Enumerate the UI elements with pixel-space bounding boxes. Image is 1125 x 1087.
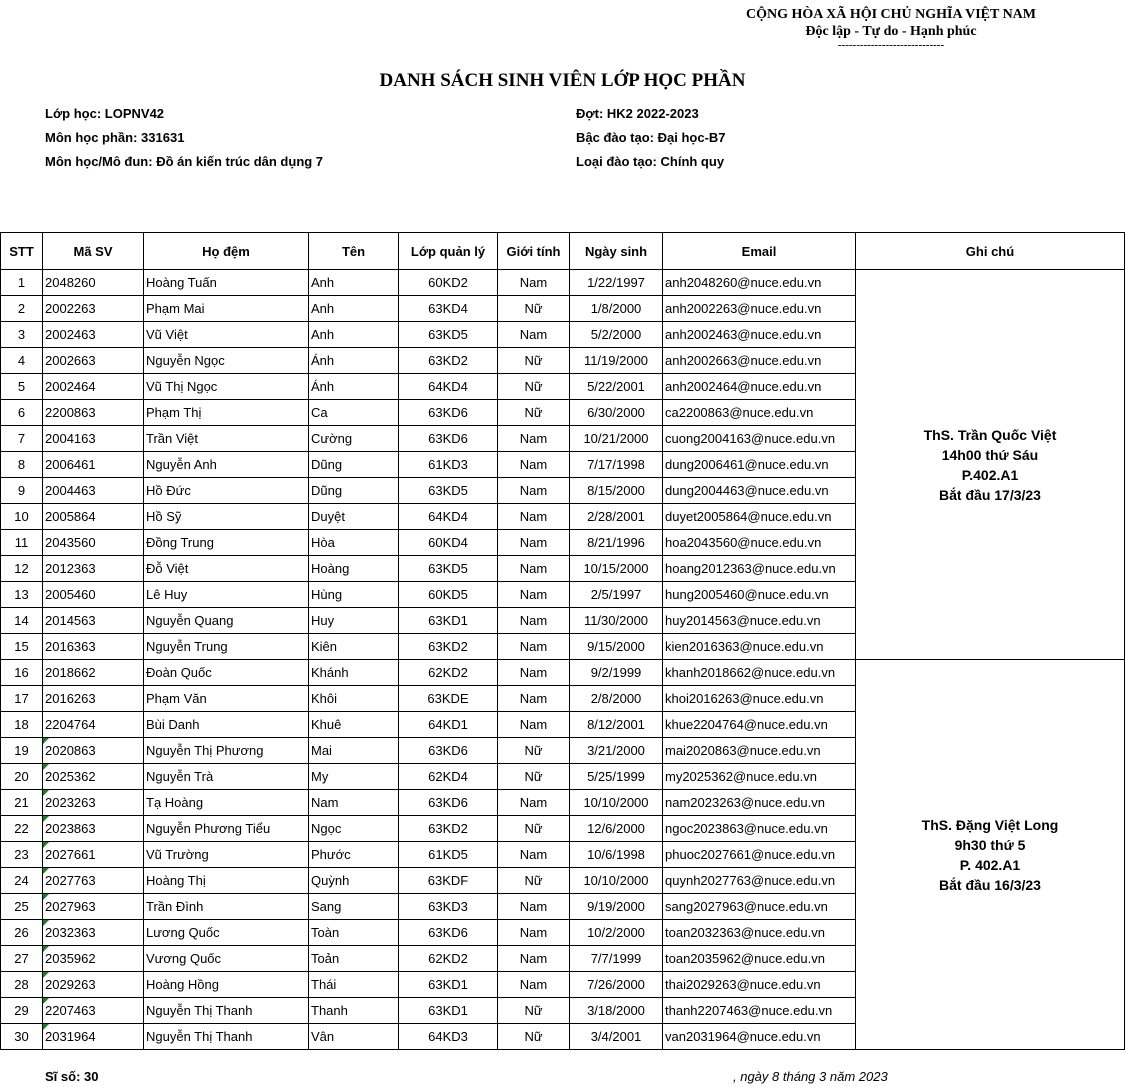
cell-ma-sv: 2005864 <box>43 504 144 530</box>
col-header-ngay-sinh: Ngày sinh <box>570 233 663 270</box>
cell-ho-dem: Hoàng Hồng <box>144 972 309 998</box>
cell-stt: 18 <box>1 712 43 738</box>
cell-ghi-chu-group-1 <box>856 270 1125 660</box>
footer-date: , ngày 8 tháng 3 năm 2023 <box>733 1069 888 1084</box>
cell-ten: Nam <box>309 790 399 816</box>
cell-ho-dem: Lê Huy <box>144 582 309 608</box>
cell-email: anh2002464@nuce.edu.vn <box>663 374 856 400</box>
cell-stt: 13 <box>1 582 43 608</box>
note-line: Bắt đầu 17/3/23 <box>939 486 1041 503</box>
cell-ma-sv: 2014563 <box>43 608 144 634</box>
cell-lop-quan-ly: 63KD1 <box>399 972 498 998</box>
cell-ngay-sinh: 3/21/2000 <box>570 738 663 764</box>
cell-ten: Khuê <box>309 712 399 738</box>
nation-name: CỘNG HÒA XÃ HỘI CHỦ NGHĨA VIỆT NAM <box>745 7 1036 22</box>
cell-email: ngoc2023863@nuce.edu.vn <box>663 816 856 842</box>
cell-ho-dem: Tạ Hoàng <box>144 790 309 816</box>
cell-email: ca2200863@nuce.edu.vn <box>663 400 856 426</box>
cell-stt: 22 <box>1 816 43 842</box>
cell-lop-quan-ly: 64KD4 <box>399 504 498 530</box>
cell-ten: Mai <box>309 738 399 764</box>
cell-gioi-tinh: Nam <box>498 582 570 608</box>
cell-lop-quan-ly: 63KD3 <box>399 894 498 920</box>
cell-email: dung2004463@nuce.edu.vn <box>663 478 856 504</box>
cell-ngay-sinh: 3/18/2000 <box>570 998 663 1024</box>
cell-stt: 19 <box>1 738 43 764</box>
cell-gioi-tinh: Nam <box>498 270 570 296</box>
cell-stt: 14 <box>1 608 43 634</box>
cell-ma-sv: 2016363 <box>43 634 144 660</box>
cell-ma-sv: 2023263 <box>43 790 144 816</box>
cell-ma-sv: 2048260 <box>43 270 144 296</box>
note-line: P. 402.A1 <box>959 856 1021 873</box>
cell-stt: 25 <box>1 894 43 920</box>
cell-lop-quan-ly: 63KD2 <box>399 348 498 374</box>
cell-lop-quan-ly: 63KD4 <box>399 296 498 322</box>
cell-email: hoang2012363@nuce.edu.vn <box>663 556 856 582</box>
cell-ma-sv: 2035962 <box>43 946 144 972</box>
note-line: 14h00 thứ Sáu <box>941 446 1039 463</box>
cell-ma-sv: 2027963 <box>43 894 144 920</box>
cell-ngay-sinh: 7/7/1999 <box>570 946 663 972</box>
cell-ho-dem: Trần Đình <box>144 894 309 920</box>
cell-email: thanh2207463@nuce.edu.vn <box>663 998 856 1024</box>
cell-ngay-sinh: 2/28/2001 <box>570 504 663 530</box>
cell-gioi-tinh: Nữ <box>498 816 570 842</box>
cell-lop-quan-ly: 63KD5 <box>399 478 498 504</box>
cell-ngay-sinh: 8/21/1996 <box>570 530 663 556</box>
cell-email: toan2032363@nuce.edu.vn <box>663 920 856 946</box>
cell-gioi-tinh: Nam <box>498 920 570 946</box>
cell-email: mai2020863@nuce.edu.vn <box>663 738 856 764</box>
cell-stt: 23 <box>1 842 43 868</box>
info-dot: Đợt: HK2 2022-2023 <box>576 106 699 121</box>
cell-ghi-chu-group-2 <box>856 660 1125 1050</box>
cell-gioi-tinh: Nam <box>498 790 570 816</box>
cell-stt: 20 <box>1 764 43 790</box>
cell-email: anh2048260@nuce.edu.vn <box>663 270 856 296</box>
cell-lop-quan-ly: 63KDF <box>399 868 498 894</box>
cell-ten: Duyệt <box>309 504 399 530</box>
cell-lop-quan-ly: 61KD5 <box>399 842 498 868</box>
cell-gioi-tinh: Nữ <box>498 400 570 426</box>
cell-gioi-tinh: Nam <box>498 842 570 868</box>
cell-gioi-tinh: Nữ <box>498 296 570 322</box>
cell-lop-quan-ly: 63KD1 <box>399 998 498 1024</box>
cell-ngay-sinh: 7/17/1998 <box>570 452 663 478</box>
cell-ma-sv: 2204764 <box>43 712 144 738</box>
cell-ten: Khánh <box>309 660 399 686</box>
cell-ten: Anh <box>309 296 399 322</box>
cell-ten: Anh <box>309 270 399 296</box>
cell-gioi-tinh: Nữ <box>498 374 570 400</box>
cell-ngay-sinh: 8/12/2001 <box>570 712 663 738</box>
info-mon-hoc-phan: Môn học phần: 331631 <box>45 130 185 145</box>
cell-ho-dem: Trần Việt <box>144 426 309 452</box>
note-line: 9h30 thứ 5 <box>954 836 1026 853</box>
cell-ho-dem: Phạm Thị <box>144 400 309 426</box>
cell-stt: 24 <box>1 868 43 894</box>
col-header-ghi-chu: Ghi chú <box>856 233 1125 270</box>
cell-ngay-sinh: 10/2/2000 <box>570 920 663 946</box>
cell-lop-quan-ly: 63KD2 <box>399 634 498 660</box>
cell-stt: 1 <box>1 270 43 296</box>
cell-ngay-sinh: 10/10/2000 <box>570 868 663 894</box>
cell-ho-dem: Vũ Trường <box>144 842 309 868</box>
cell-ho-dem: Đoàn Quốc <box>144 660 309 686</box>
national-header <box>700 6 1082 51</box>
cell-stt: 30 <box>1 1024 43 1050</box>
cell-ten: Cường <box>309 426 399 452</box>
cell-ma-sv: 2020863 <box>43 738 144 764</box>
cell-ten: Quỳnh <box>309 868 399 894</box>
cell-ma-sv: 2027661 <box>43 842 144 868</box>
cell-email: quynh2027763@nuce.edu.vn <box>663 868 856 894</box>
cell-ho-dem: Nguyễn Anh <box>144 452 309 478</box>
info-loai-dao-tao: Loại đào tạo: Chính quy <box>576 154 725 169</box>
cell-ngay-sinh: 1/22/1997 <box>570 270 663 296</box>
cell-ten: Toàn <box>309 920 399 946</box>
cell-ma-sv: 2002464 <box>43 374 144 400</box>
cell-ten: Toản <box>309 946 399 972</box>
cell-ten: Ca <box>309 400 399 426</box>
cell-stt: 10 <box>1 504 43 530</box>
cell-ma-sv: 2031964 <box>43 1024 144 1050</box>
cell-ma-sv: 2025362 <box>43 764 144 790</box>
cell-ngay-sinh: 1/8/2000 <box>570 296 663 322</box>
cell-ma-sv: 2002663 <box>43 348 144 374</box>
cell-gioi-tinh: Nữ <box>498 868 570 894</box>
cell-gioi-tinh: Nam <box>498 712 570 738</box>
cell-gioi-tinh: Nữ <box>498 998 570 1024</box>
cell-ngay-sinh: 11/30/2000 <box>570 608 663 634</box>
cell-ngay-sinh: 2/8/2000 <box>570 686 663 712</box>
cell-ten: Ánh <box>309 374 399 400</box>
cell-ho-dem: Phạm Mai <box>144 296 309 322</box>
cell-email: khoi2016263@nuce.edu.vn <box>663 686 856 712</box>
cell-lop-quan-ly: 60KD5 <box>399 582 498 608</box>
cell-ten: Dũng <box>309 452 399 478</box>
cell-lop-quan-ly: 60KD2 <box>399 270 498 296</box>
cell-ma-sv: 2043560 <box>43 530 144 556</box>
cell-ma-sv: 2029263 <box>43 972 144 998</box>
cell-lop-quan-ly: 63KD6 <box>399 790 498 816</box>
cell-ngay-sinh: 11/19/2000 <box>570 348 663 374</box>
cell-ma-sv: 2032363 <box>43 920 144 946</box>
cell-lop-quan-ly: 62KD2 <box>399 660 498 686</box>
cell-ten: Sang <box>309 894 399 920</box>
cell-ten: Anh <box>309 322 399 348</box>
cell-lop-quan-ly: 62KD2 <box>399 946 498 972</box>
cell-stt: 8 <box>1 452 43 478</box>
cell-ho-dem: Bùi Danh <box>144 712 309 738</box>
cell-lop-quan-ly: 63KD6 <box>399 426 498 452</box>
si-so: Sĩ số: 30 <box>45 1069 99 1084</box>
cell-ngay-sinh: 2/5/1997 <box>570 582 663 608</box>
cell-ma-sv: 2002263 <box>43 296 144 322</box>
cell-ten: Vân <box>309 1024 399 1050</box>
cell-ngay-sinh: 9/2/1999 <box>570 660 663 686</box>
cell-ma-sv: 2023863 <box>43 816 144 842</box>
cell-email: kien2016363@nuce.edu.vn <box>663 634 856 660</box>
cell-gioi-tinh: Nữ <box>498 348 570 374</box>
cell-gioi-tinh: Nam <box>498 686 570 712</box>
cell-ngay-sinh: 7/26/2000 <box>570 972 663 998</box>
col-header-ho-dem: Họ đệm <box>144 233 309 270</box>
cell-gioi-tinh: Nam <box>498 504 570 530</box>
cell-gioi-tinh: Nam <box>498 946 570 972</box>
cell-ma-sv: 2012363 <box>43 556 144 582</box>
cell-gioi-tinh: Nam <box>498 426 570 452</box>
cell-gioi-tinh: Nữ <box>498 1024 570 1050</box>
document-title: DANH SÁCH SINH VIÊN LỚP HỌC PHẦN <box>379 70 746 91</box>
cell-gioi-tinh: Nam <box>498 894 570 920</box>
motto: Độc lập - Tự do - Hạnh phúc <box>805 24 977 39</box>
cell-lop-quan-ly: 62KD4 <box>399 764 498 790</box>
cell-ten: Ngọc <box>309 816 399 842</box>
cell-email: dung2006461@nuce.edu.vn <box>663 452 856 478</box>
cell-email: anh2002663@nuce.edu.vn <box>663 348 856 374</box>
table-row <box>1 270 1125 296</box>
table-header-row <box>1 233 1125 270</box>
cell-ho-dem: Nguyễn Phương Tiểu <box>144 816 309 842</box>
cell-gioi-tinh: Nữ <box>498 738 570 764</box>
cell-email: toan2035962@nuce.edu.vn <box>663 946 856 972</box>
cell-lop-quan-ly: 61KD3 <box>399 452 498 478</box>
cell-lop-quan-ly: 63KD5 <box>399 322 498 348</box>
cell-email: hung2005460@nuce.edu.vn <box>663 582 856 608</box>
col-header-ma-sv: Mã SV <box>43 233 144 270</box>
cell-ho-dem: Lương Quốc <box>144 920 309 946</box>
cell-ho-dem: Nguyễn Trung <box>144 634 309 660</box>
cell-ho-dem: Phạm Văn <box>144 686 309 712</box>
cell-ho-dem: Nguyễn Quang <box>144 608 309 634</box>
cell-ngay-sinh: 10/6/1998 <box>570 842 663 868</box>
cell-stt: 29 <box>1 998 43 1024</box>
cell-stt: 2 <box>1 296 43 322</box>
cell-stt: 5 <box>1 374 43 400</box>
cell-ma-sv: 2027763 <box>43 868 144 894</box>
cell-stt: 15 <box>1 634 43 660</box>
cell-email: sang2027963@nuce.edu.vn <box>663 894 856 920</box>
cell-ngay-sinh: 3/4/2001 <box>570 1024 663 1050</box>
cell-ten: Thái <box>309 972 399 998</box>
cell-lop-quan-ly: 64KD4 <box>399 374 498 400</box>
cell-email: anh2002263@nuce.edu.vn <box>663 296 856 322</box>
cell-ngay-sinh: 10/21/2000 <box>570 426 663 452</box>
cell-ma-sv: 2006461 <box>43 452 144 478</box>
cell-ngay-sinh: 12/6/2000 <box>570 816 663 842</box>
cell-stt: 9 <box>1 478 43 504</box>
cell-stt: 28 <box>1 972 43 998</box>
cell-gioi-tinh: Nam <box>498 478 570 504</box>
cell-ho-dem: Vương Quốc <box>144 946 309 972</box>
cell-lop-quan-ly: 63KD1 <box>399 608 498 634</box>
cell-ten: My <box>309 764 399 790</box>
cell-gioi-tinh: Nam <box>498 322 570 348</box>
cell-email: hoa2043560@nuce.edu.vn <box>663 530 856 556</box>
info-mon-hoc: Môn học/Mô đun: Đồ án kiến trúc dân dụng 7 <box>45 154 324 169</box>
note-line: ThS. Trần Quốc Việt <box>923 426 1057 443</box>
cell-email: van2031964@nuce.edu.vn <box>663 1024 856 1050</box>
info-lop-hoc: Lớp học: LOPNV42 <box>45 106 165 121</box>
cell-lop-quan-ly: 64KD3 <box>399 1024 498 1050</box>
col-header-ten: Tên <box>309 233 399 270</box>
cell-ten: Dũng <box>309 478 399 504</box>
cell-email: thai2029263@nuce.edu.vn <box>663 972 856 998</box>
cell-ho-dem: Nguyễn Ngọc <box>144 348 309 374</box>
cell-ho-dem: Vũ Thị Ngọc <box>144 374 309 400</box>
cell-ho-dem: Hoàng Tuấn <box>144 270 309 296</box>
cell-ngay-sinh: 8/15/2000 <box>570 478 663 504</box>
cell-ten: Kiên <box>309 634 399 660</box>
cell-email: khue2204764@nuce.edu.vn <box>663 712 856 738</box>
cell-ho-dem: Nguyễn Thị Thanh <box>144 998 309 1024</box>
cell-gioi-tinh: Nam <box>498 972 570 998</box>
cell-ho-dem: Đồng Trung <box>144 530 309 556</box>
cell-ma-sv: 2005460 <box>43 582 144 608</box>
cell-ten: Thanh <box>309 998 399 1024</box>
cell-ten: Hùng <box>309 582 399 608</box>
cell-stt: 26 <box>1 920 43 946</box>
cell-email: nam2023263@nuce.edu.vn <box>663 790 856 816</box>
table-row <box>1 660 1125 686</box>
cell-lop-quan-ly: 64KD1 <box>399 712 498 738</box>
cell-ten: Huy <box>309 608 399 634</box>
info-bac-dao-tao: Bậc đào tạo: Đại học-B7 <box>576 130 726 145</box>
cell-ten: Khôi <box>309 686 399 712</box>
cell-ngay-sinh: 6/30/2000 <box>570 400 663 426</box>
col-header-gioi-tinh: Giới tính <box>498 233 570 270</box>
cell-ho-dem: Hoàng Thị <box>144 868 309 894</box>
cell-gioi-tinh: Nam <box>498 660 570 686</box>
motto-underline: ----------------------------- <box>837 39 945 51</box>
cell-email: my2025362@nuce.edu.vn <box>663 764 856 790</box>
cell-lop-quan-ly: 63KD6 <box>399 400 498 426</box>
cell-stt: 16 <box>1 660 43 686</box>
cell-email: phuoc2027661@nuce.edu.vn <box>663 842 856 868</box>
cell-ngay-sinh: 5/2/2000 <box>570 322 663 348</box>
cell-ngay-sinh: 10/10/2000 <box>570 790 663 816</box>
cell-stt: 12 <box>1 556 43 582</box>
cell-ho-dem: Hồ Đức <box>144 478 309 504</box>
cell-ngay-sinh: 5/25/1999 <box>570 764 663 790</box>
cell-stt: 21 <box>1 790 43 816</box>
cell-stt: 17 <box>1 686 43 712</box>
cell-ho-dem: Đỗ Việt <box>144 556 309 582</box>
cell-ho-dem: Nguyễn Thị Phương <box>144 738 309 764</box>
cell-lop-quan-ly: 63KD6 <box>399 738 498 764</box>
student-table <box>0 232 1125 1050</box>
cell-stt: 11 <box>1 530 43 556</box>
cell-ten: Hòa <box>309 530 399 556</box>
cell-gioi-tinh: Nam <box>498 556 570 582</box>
cell-email: anh2002463@nuce.edu.vn <box>663 322 856 348</box>
cell-ten: Hoàng <box>309 556 399 582</box>
cell-stt: 27 <box>1 946 43 972</box>
cell-ngay-sinh: 10/15/2000 <box>570 556 663 582</box>
note-line: P.402.A1 <box>961 466 1019 483</box>
cell-stt: 6 <box>1 400 43 426</box>
cell-ma-sv: 2004163 <box>43 426 144 452</box>
cell-gioi-tinh: Nam <box>498 608 570 634</box>
cell-lop-quan-ly: 63KD5 <box>399 556 498 582</box>
cell-ngay-sinh: 5/22/2001 <box>570 374 663 400</box>
cell-ho-dem: Vũ Việt <box>144 322 309 348</box>
cell-ten: Phước <box>309 842 399 868</box>
cell-gioi-tinh: Nam <box>498 634 570 660</box>
cell-ten: Ánh <box>309 348 399 374</box>
cell-ma-sv: 2002463 <box>43 322 144 348</box>
cell-lop-quan-ly: 63KDE <box>399 686 498 712</box>
cell-email: huy2014563@nuce.edu.vn <box>663 608 856 634</box>
cell-ma-sv: 2004463 <box>43 478 144 504</box>
cell-gioi-tinh: Nam <box>498 530 570 556</box>
col-header-email: Email <box>663 233 856 270</box>
cell-ma-sv: 2207463 <box>43 998 144 1024</box>
cell-email: duyet2005864@nuce.edu.vn <box>663 504 856 530</box>
cell-ngay-sinh: 9/19/2000 <box>570 894 663 920</box>
cell-lop-quan-ly: 63KD6 <box>399 920 498 946</box>
cell-stt: 3 <box>1 322 43 348</box>
note-line: Bắt đầu 16/3/23 <box>939 876 1041 893</box>
cell-ma-sv: 2018662 <box>43 660 144 686</box>
cell-lop-quan-ly: 60KD4 <box>399 530 498 556</box>
cell-email: cuong2004163@nuce.edu.vn <box>663 426 856 452</box>
cell-ma-sv: 2016263 <box>43 686 144 712</box>
cell-stt: 7 <box>1 426 43 452</box>
cell-gioi-tinh: Nữ <box>498 764 570 790</box>
cell-ngay-sinh: 9/15/2000 <box>570 634 663 660</box>
col-header-stt: STT <box>1 233 43 270</box>
cell-email: khanh2018662@nuce.edu.vn <box>663 660 856 686</box>
col-header-lop-quan-ly: Lớp quản lý <box>399 233 498 270</box>
cell-ho-dem: Hồ Sỹ <box>144 504 309 530</box>
cell-gioi-tinh: Nam <box>498 452 570 478</box>
cell-stt: 4 <box>1 348 43 374</box>
cell-ho-dem: Nguyễn Trà <box>144 764 309 790</box>
cell-ma-sv: 2200863 <box>43 400 144 426</box>
cell-ho-dem: Nguyễn Thị Thanh <box>144 1024 309 1050</box>
note-line: ThS. Đặng Việt Long <box>921 816 1059 833</box>
cell-lop-quan-ly: 63KD2 <box>399 816 498 842</box>
